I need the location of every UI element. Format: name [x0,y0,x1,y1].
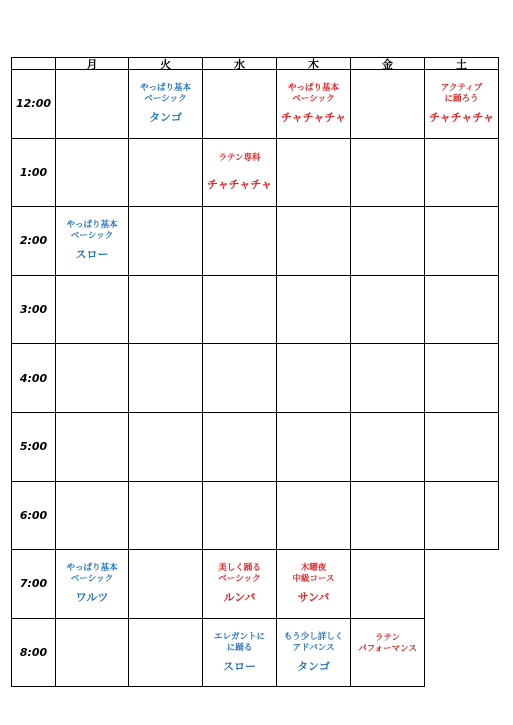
lesson-title: もう少し詳しく [283,632,344,643]
schedule-cell[interactable] [351,482,425,551]
lesson-title: ベーシック [70,231,114,242]
day-header: 金 [351,57,425,70]
day-header: 木 [277,57,351,70]
schedule-cell[interactable] [351,207,425,276]
lesson-title: 美しく踊る [218,563,261,574]
schedule-cell[interactable] [425,207,499,276]
schedule-cell[interactable] [351,276,425,345]
timetable [11,57,501,685]
schedule-cell[interactable] [277,276,351,345]
schedule-cell[interactable] [277,344,351,413]
lesson-cell[interactable] [425,70,499,139]
lesson-cell[interactable] [277,70,351,139]
lesson-cell[interactable] [56,207,129,276]
schedule-cell[interactable] [129,482,203,551]
time-label: 4:00 [11,344,56,413]
lesson-cell[interactable] [203,550,277,619]
lesson-cell[interactable] [129,70,203,139]
day-header: 月 [56,57,129,70]
schedule-cell[interactable] [351,139,425,208]
dance-name: スロー [75,248,109,262]
dance-name: サンバ [297,591,330,605]
lesson-title: 木曜夜 [300,563,327,574]
dance-name: チャチャチャ [280,111,346,125]
lesson-cell[interactable] [56,550,129,619]
schedule-cell[interactable] [203,276,277,345]
lesson-title: 中級コース [292,574,335,585]
schedule-cell[interactable] [129,276,203,345]
schedule-cell[interactable] [351,344,425,413]
schedule-cell[interactable] [203,207,277,276]
lesson-title: エレガントに [213,632,265,643]
lesson-cell[interactable] [203,139,277,208]
dance-name: スロー [223,660,256,674]
schedule-cell[interactable] [129,344,203,413]
schedule-cell[interactable] [425,344,499,413]
lesson-title: ラテン [374,632,401,643]
time-label: 7:00 [11,550,56,619]
schedule-cell[interactable] [277,207,351,276]
time-label: 12:00 [11,70,56,139]
schedule-cell[interactable] [351,413,425,482]
time-label: 6:00 [11,482,56,551]
lesson-title: やっぱり基本 [287,83,339,94]
schedule-cell[interactable] [351,70,425,139]
lesson-cell[interactable] [351,619,425,688]
lesson-title: ベーシック [218,574,261,585]
lesson-title: やっぱり基本 [66,563,118,574]
schedule-cell[interactable] [56,344,129,413]
schedule-cell[interactable] [203,482,277,551]
lesson-title: アドバンス [292,643,335,654]
lesson-title: パフォーマンス [358,643,417,654]
lesson-cell[interactable] [277,550,351,619]
schedule-cell[interactable] [277,482,351,551]
schedule-cell[interactable] [425,413,499,482]
time-label: 2:00 [11,207,56,276]
schedule-cell[interactable] [56,413,129,482]
schedule-cell[interactable] [56,482,129,551]
lesson-title: やっぱり基本 [139,83,191,94]
lesson-title: に踊ろう [444,94,479,105]
schedule-cell[interactable] [56,70,129,139]
schedule-cell[interactable] [56,276,129,345]
time-label: 5:00 [11,413,56,482]
lesson-title: アクティブ [440,83,483,94]
schedule-cell[interactable] [129,413,203,482]
lesson-title: ラテン専科 [218,153,261,164]
lesson-cell[interactable] [277,619,351,688]
schedule-cell[interactable] [203,413,277,482]
day-header: 水 [203,57,277,70]
schedule-cell[interactable] [351,550,425,619]
dance-name: チャチャチャ [206,178,272,192]
schedule-cell[interactable] [203,344,277,413]
day-header: 火 [129,57,203,70]
schedule-cell[interactable] [129,550,203,619]
lesson-title: ベーシック [144,94,187,105]
schedule-cell[interactable] [129,207,203,276]
dance-name: タンゴ [149,111,182,125]
lesson-title: ベーシック [70,574,114,585]
lesson-title: ベーシック [292,94,335,105]
dance-name: チャチャチャ [428,111,494,125]
schedule-cell[interactable] [425,139,499,208]
dance-name: タンゴ [297,660,330,674]
schedule-cell[interactable] [129,619,203,688]
schedule-cell[interactable] [277,413,351,482]
time-label: 1:00 [11,139,56,208]
schedule-cell[interactable] [56,619,129,688]
time-label: 8:00 [11,619,56,688]
day-header: 土 [425,57,499,70]
schedule-cell[interactable] [425,482,499,551]
lesson-title: やっぱり基本 [66,220,118,231]
lesson-cell[interactable] [203,619,277,688]
schedule-cell[interactable] [277,139,351,208]
dance-name: ワルツ [75,591,109,605]
dance-name: ルンバ [223,591,256,605]
schedule-cell[interactable] [203,70,277,139]
schedule-cell[interactable] [425,276,499,345]
time-label: 3:00 [11,276,56,345]
schedule-cell[interactable] [56,139,129,208]
header-corner [11,57,56,70]
schedule-cell[interactable] [129,139,203,208]
lesson-title: に踊る [226,643,253,654]
